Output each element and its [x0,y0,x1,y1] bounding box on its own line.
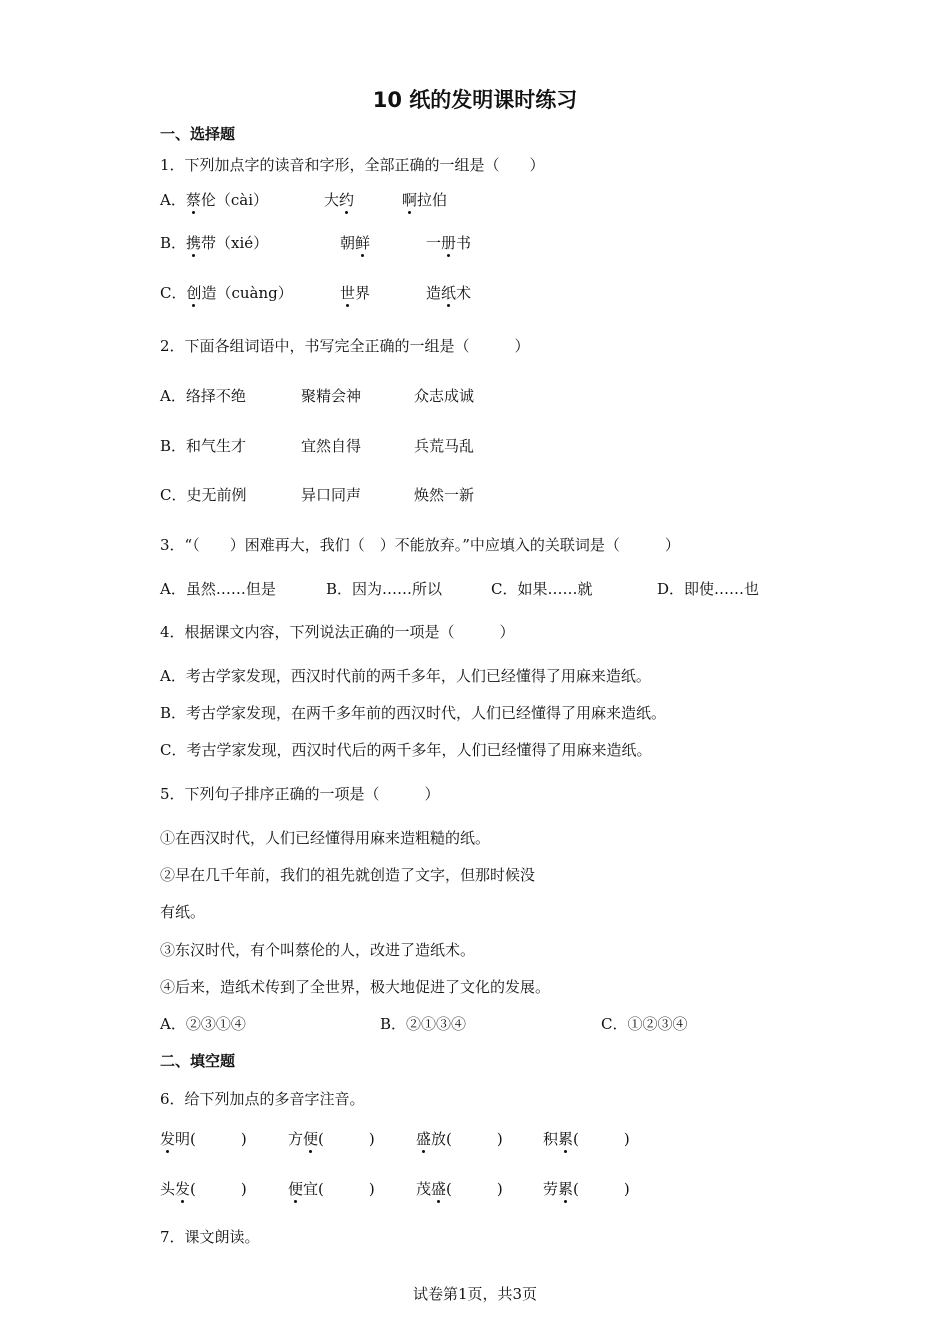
dotted-char: 创 [186,284,202,302]
question-5-option-a: A．②③①④ [160,1015,246,1033]
question-2-option-c-word: 焕然一新 [414,486,475,504]
question-2-option-b-word: 兵荒马乱 [414,437,475,455]
option-label: C． [160,284,187,302]
question-5-sentence-4: ④后来，造纸术传到了全世界，极大地促进了文化的发展。 [160,978,551,996]
question-2-option-a: A．络择不绝 [160,387,246,405]
question-5-sentence-1: ①在西汉时代，人们已经懂得用麻来造粗糙的纸。 [160,829,491,847]
question-4-stem: 4．根据课文内容，下列说法正确的一项是（ ） [160,623,515,641]
question-5-sentence-2: ②早在几千年前，我们的祖先就创造了文字，但那时候没 [160,866,536,884]
question-4-option-a: A．考古学家发现，西汉时代前的两千多年，人们已经懂得了用麻来造纸。 [160,667,651,685]
question-5-option-c: C．①②③④ [601,1015,688,1033]
dotted-char: 约 [339,191,355,209]
question-1-option-a-word-2: 大约 [324,191,355,209]
pinyin-item: 盛放( ) [416,1130,503,1148]
pinyin-item: 积累( ) [543,1130,630,1148]
question-5-option-b: B．②①③④ [380,1015,467,1033]
question-2-option-c-word: 异口同声 [301,486,362,504]
question-3-option-b: B．因为……所以 [326,580,443,598]
dotted-char: 发 [160,1130,176,1148]
question-3-stem: 3．“（ ）困难再大，我们（ ）不能放弃。”中应填入的关联词是（ ） [160,536,680,554]
section-heading-choice: 一、选择题 [160,125,236,143]
question-3-option-a: A．虽然……但是 [160,580,276,598]
option-label: B． [160,234,187,252]
pinyin-item: 劳累( ) [543,1180,630,1198]
question-1-option-b-word-3: 一册书 [426,234,472,252]
question-1-option-a-word-3: 啊拉伯 [402,191,448,209]
question-5-sentence-2-cont: 有纸。 [160,903,206,921]
question-6-stem: 6．给下列加点的多音字注音。 [160,1090,365,1108]
question-4-option-c: C．考古学家发现，西汉时代后的两千多年，人们已经懂得了用麻来造纸。 [160,741,652,759]
dotted-char: 便 [288,1180,304,1198]
question-5-stem: 5．下列句子排序正确的一项是（ ） [160,785,440,803]
dotted-char: 世 [340,284,356,302]
question-1-option-b-word-2: 朝鲜 [340,234,371,252]
pinyin-item: 发明( ) [160,1130,247,1148]
dotted-char: 鲜 [355,234,371,252]
question-1-option-c-word-3: 造纸术 [426,284,472,302]
question-2-option-a-word: 聚精会神 [301,387,362,405]
question-2-stem: 2．下面各组词语中，书写完全正确的一组是（ ） [160,337,530,355]
question-1-stem: 1．下列加点字的读音和字形，全部正确的一组是（ ） [160,156,545,174]
dotted-char: 累 [558,1180,574,1198]
question-1-option-b: B．携带（xié） [160,234,269,252]
section-heading-fill: 二、填空题 [160,1052,236,1070]
question-1-option-c: C．创造（cuàng） [160,284,293,302]
dotted-char: 册 [441,234,457,252]
dotted-char: 纸 [441,284,457,302]
dotted-char: 携 [186,234,202,252]
question-2-option-b-word: 宜然自得 [301,437,362,455]
question-2-option-c: C．史无前例 [160,486,247,504]
dotted-char: 盛 [416,1130,432,1148]
page-title: 10 纸的发明课时练习 [372,88,578,112]
option-label: A． [160,191,186,209]
question-3-option-d: D．即使……也 [657,580,760,598]
pinyin-item: 茂盛( ) [416,1180,503,1198]
question-1-option-c-word-2: 世界 [340,284,371,302]
pinyin-item: 便宜( ) [288,1180,375,1198]
dotted-char: 累 [558,1130,574,1148]
question-2-option-b: B．和气生才 [160,437,247,455]
page-footer: 试卷第1页，共3页 [412,1285,538,1303]
dotted-char: 盛 [431,1180,447,1198]
question-4-option-b: B．考古学家发现，在两千多年前的西汉时代，人们已经懂得了用麻来造纸。 [160,704,667,722]
question-7-stem: 7．课文朗读。 [160,1228,260,1246]
pinyin-item: 方便( ) [288,1130,375,1148]
pinyin-item: 头发( ) [160,1180,247,1198]
question-2-option-a-word: 众志成诚 [414,387,475,405]
dotted-char: 啊 [402,191,418,209]
question-5-sentence-3: ③东汉时代，有个叫蔡伦的人，改进了造纸术。 [160,941,476,959]
dotted-char: 便 [303,1130,319,1148]
question-3-option-c: C．如果……就 [491,580,593,598]
question-1-option-a: A．蔡伦（cài） [160,191,269,209]
dotted-char: 发 [175,1180,191,1198]
dotted-char: 蔡 [185,191,201,209]
